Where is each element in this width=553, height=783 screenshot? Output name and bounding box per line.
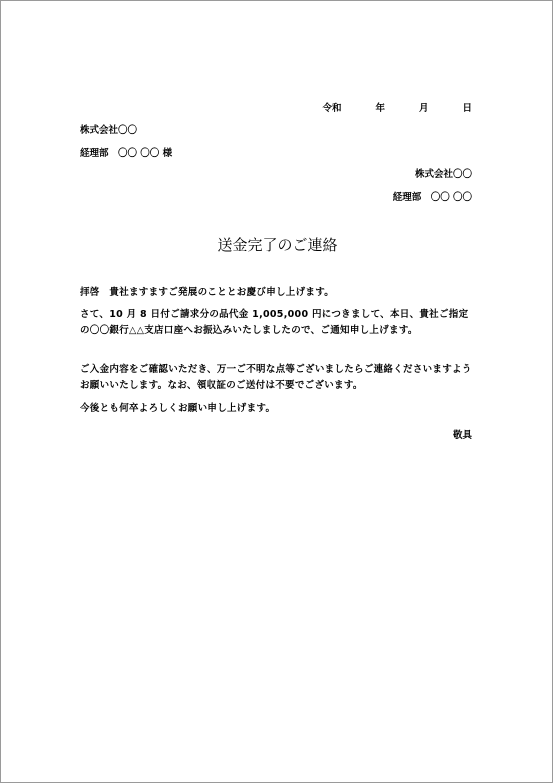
date-day: 日 — [462, 103, 472, 114]
letter-title: 送金完了のご連絡 — [217, 236, 338, 254]
date-year: 年 — [375, 103, 385, 114]
date-era: 令和 — [322, 103, 342, 114]
body-paragraph-request: ご入金内容をご確認いただき、万一ご不明な点等ございましたらご連絡くださいますようお願いいたします。なお、領収証のご送付は不要でございます。 — [80, 364, 472, 391]
closing-phrase: 敬具 — [452, 430, 472, 441]
recipient-department: 経理部 〇〇 〇〇 様 — [80, 148, 173, 159]
body-paragraph-notice: さて、10 月 8 日付ご請求分の品代金 1,005,000 円につきまして、本日、貴社ご指定の〇〇銀行△△支店口座へお振込みいたしましたので、ご通知申し上げます。 — [80, 309, 469, 336]
sender-department: 経理部 〇〇 〇〇 — [392, 192, 472, 203]
date-month: 月 — [418, 103, 429, 114]
body-paragraph-closing-wish: 今後とも何卒よろしくお願い申し上げます。 — [80, 403, 276, 414]
sender-company: 株式会社〇〇 — [414, 169, 472, 180]
body-paragraph-greeting: 拝啓 貴社ますますご発展のこととお慶び申し上げます。 — [80, 287, 335, 298]
recipient-company: 株式会社〇〇 — [80, 125, 138, 136]
letter-date — [322, 103, 472, 115]
